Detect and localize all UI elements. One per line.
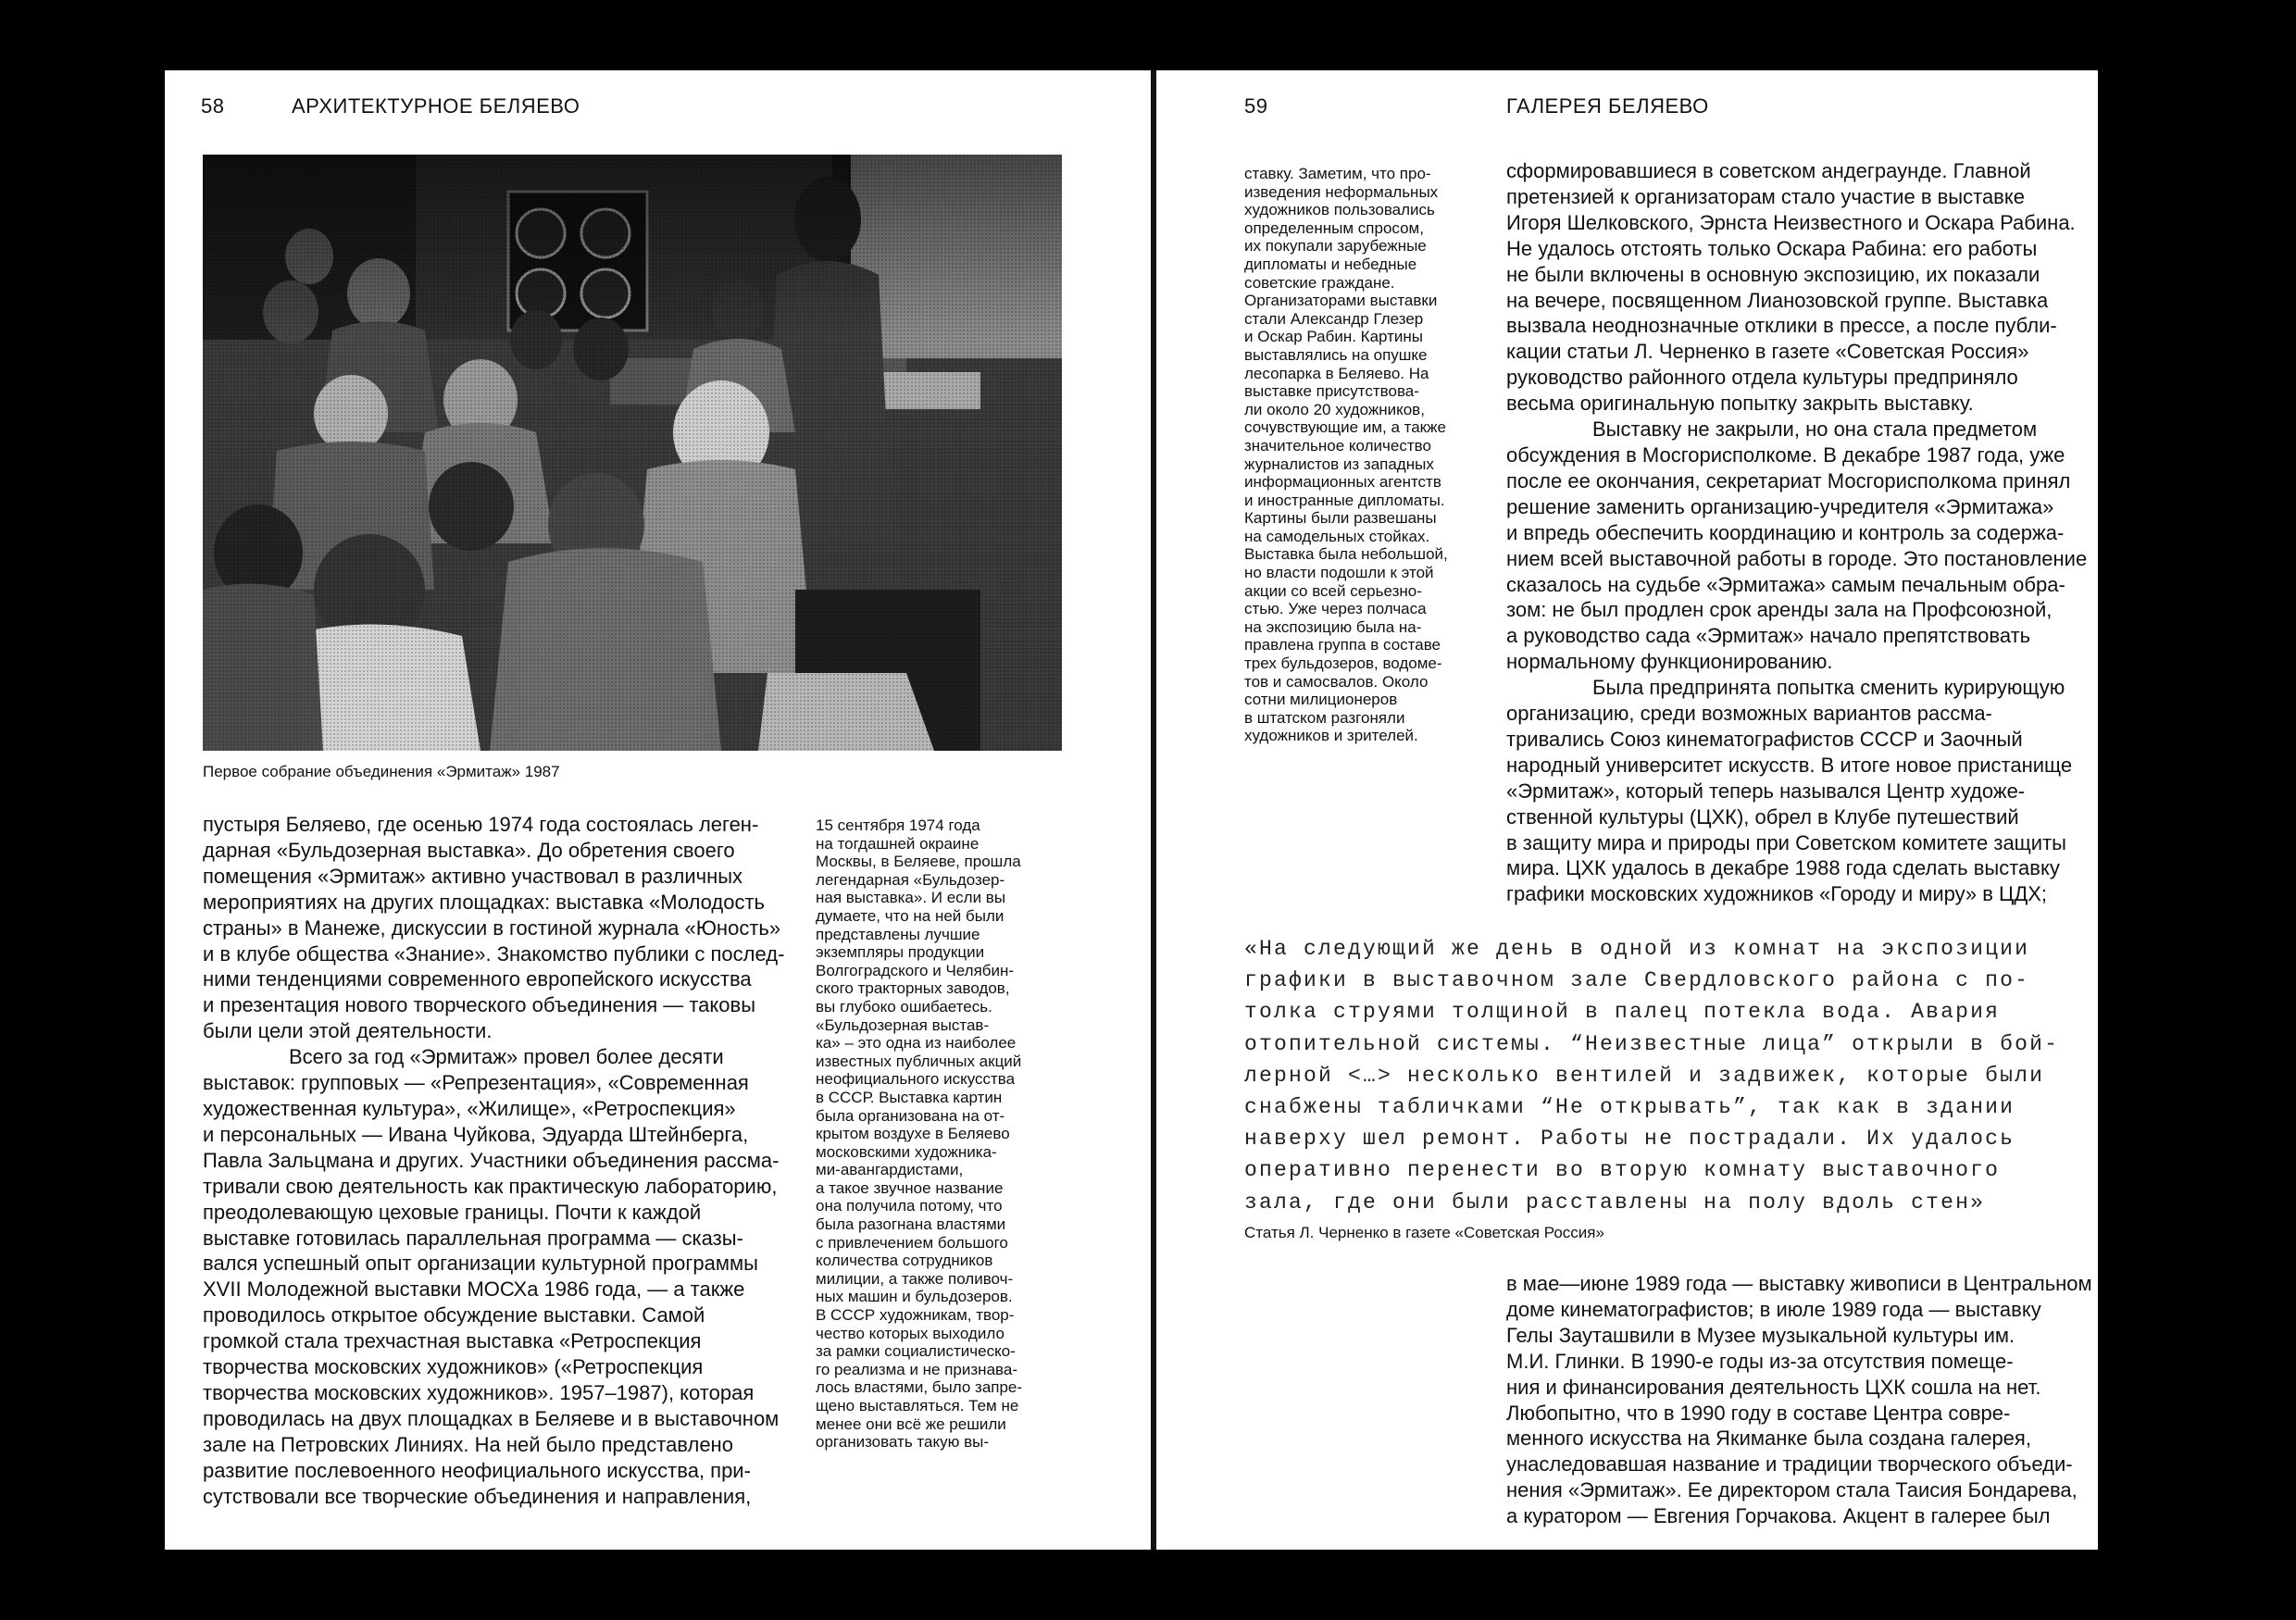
sidenote-line: за рамки социалистическо-	[816, 1342, 1016, 1361]
text-line: были цели этой деятельности.	[203, 1019, 493, 1043]
text-line: Всего за год «Эрмитаж» провел более десяти	[289, 1045, 724, 1069]
sidenote-line: выставлялись на опушке	[1244, 345, 1428, 364]
text-line: мира. ЦХК удалось в декабре 1988 года сделать выставку	[1506, 856, 2060, 880]
quote-line: наверху шел ремонт. Работы не пострадали. Их удалось	[1244, 1127, 2015, 1152]
text-line: творчества московских художников» («Ретроспекция	[203, 1355, 704, 1379]
sidenote-line: журналистов из западных	[1244, 455, 1434, 473]
sidenote-line: представлены лучшие	[816, 925, 980, 943]
sidenote-line: а такое звучное название	[816, 1178, 1004, 1197]
sidenote-line: лесопарка в Беляево. На	[1244, 364, 1429, 382]
text-line: преодолевающую цеховые границы. Почти к каждой	[203, 1200, 702, 1224]
text-line: страны» в Манеже, дискуссии в гостиной журнала «Юность»	[203, 916, 781, 940]
text-line: зале на Петровских Линиях. На ней было представлено	[203, 1432, 733, 1456]
sidenote-line: стью. Уже через полчаса	[1244, 600, 1427, 618]
sidenote-line: количества сотрудников	[816, 1252, 993, 1270]
running-head: ГАЛЕРЕЯ БЕЛЯЕВО	[1506, 94, 1709, 118]
text-line: выставок: групповых — «Репрезентация», «Современная	[203, 1071, 749, 1095]
quote-line: графики в выставочном зале Свердловского района с по-	[1244, 968, 2030, 993]
text-line: тривались Союз кинематографистов СССР и Заочный	[1506, 727, 2023, 751]
text-line: зом: не был продлен срок аренды зала на Профсоюзной,	[1506, 598, 2053, 622]
sidenote-line: значительное количество	[1244, 436, 1431, 455]
text-line: решение заменить организацию-учредителя «Эрмитажа»	[1506, 494, 2054, 518]
sidenote-line: ли около 20 художников,	[1244, 400, 1425, 418]
text-line: после ее окончания, секретариат Мосгорисполкома принял	[1506, 468, 2071, 492]
sidenote-line: советские граждане.	[1244, 273, 1395, 292]
sidenote-line: была разогнана властями	[816, 1215, 1006, 1234]
text-line: организацию, среди возможных вариантов рассма-	[1506, 702, 1992, 726]
text-line: Гелы Зауташвили в Музее музыкальной культуры им.	[1506, 1323, 2015, 1347]
text-line: сутствовали все творческие объединения и направления,	[203, 1484, 752, 1508]
sidenote-line: организовать такую вы-	[816, 1433, 989, 1452]
sidenote-line: на самодельных стойках.	[1244, 527, 1430, 545]
archive-photo	[203, 155, 1062, 751]
sidenote-line: лось властями, было запре-	[816, 1378, 1023, 1397]
sidenote-line: на экспозицию была на-	[1244, 617, 1422, 636]
text-line: ния и финансирования деятельность ЦХК сошла на нет.	[1506, 1375, 2041, 1399]
text-line: громкой стала трехчастная выставка «Ретроспекция	[203, 1329, 702, 1353]
sidenote-line: трех бульдозеров, водоме-	[1244, 654, 1442, 673]
sidenote-column	[1244, 165, 1448, 745]
sidenote-line: Картины были развешаны	[1244, 509, 1437, 528]
sidenote-line: Выставка была небольшой,	[1244, 545, 1448, 564]
quote-line: зала, где они были расставлены на полу вдоль стен»	[1244, 1190, 1986, 1215]
quote-line: толка струями толщиной в палец потекла вода. Авария	[1244, 1000, 2001, 1025]
sidenote-line: тов и самосвалов. Около	[1244, 672, 1429, 691]
text-line: доме кинематографистов; в июле 1989 года — выставку	[1506, 1297, 2041, 1321]
sidenote-line: она получила потому, что	[816, 1197, 1003, 1215]
text-line: кации статьи Л. Черненко в газете «Советская Россия»	[1506, 340, 2029, 364]
sidenote-line: легендарная «Бульдозер-	[816, 870, 1005, 889]
sidenote-line: вы глубоко ошибаетесь.	[816, 997, 992, 1016]
sidenote-line: чество которых выходило	[816, 1324, 1004, 1342]
text-line: ними тенденциями современного европейского искусства	[203, 967, 752, 991]
sidenote-line: и иностранные дипломаты.	[1244, 491, 1445, 509]
sidenote-line: стали Александр Глезер	[1244, 309, 1424, 328]
text-line: художественная культура», «Жилище», «Ретроспекция»	[203, 1096, 736, 1120]
sidenote-line: художников пользовались	[1244, 201, 1435, 219]
text-line: претензией к организаторам стало участие в выставке	[1506, 184, 2025, 208]
text-line: нормальному функционированию.	[1506, 650, 1833, 674]
sidenote-line: крытом воздухе в Беляево	[816, 1125, 1010, 1143]
text-line: а куратором — Евгения Горчакова. Акцент в галерее был	[1506, 1504, 2051, 1528]
text-line: тривали свою деятельность как практическую лабораторию,	[203, 1174, 778, 1198]
pull-quote	[1244, 933, 2059, 1218]
text-line: не были включены в основную экспозицию, их показали	[1506, 262, 2040, 286]
right-page	[1156, 70, 2098, 1550]
text-line: в мае—июне 1989 года — выставку живописи в Центральном	[1506, 1272, 2092, 1295]
quote-line: оперативно перенести во вторую комнату выставочного	[1244, 1158, 2001, 1183]
sidenote-line: определенным спросом,	[1244, 218, 1424, 237]
sidenote-line: с привлечением большого	[816, 1233, 1008, 1252]
sidenote-line: го реализма и не признава-	[816, 1360, 1017, 1378]
text-line: руководство районного отдела культуры предприняло	[1506, 366, 2018, 390]
sidenote-line: ка» – это одна из наиболее	[816, 1034, 1017, 1053]
sidenote-column	[816, 816, 1022, 1452]
sidenote-line: ского тракторных заводов,	[816, 979, 1010, 998]
sidenote-line: 15 сентября 1974 года	[816, 816, 980, 834]
sidenote-line: щено выставляться. Тем не	[816, 1397, 1019, 1414]
text-line: мероприятиях на других площадках: выставка «Молодость	[203, 890, 766, 914]
sidenote-line: дипломаты и небедные	[1244, 255, 1417, 273]
text-line: Игоря Шелковского, Эрнста Неизвестного и Оскара Рабина.	[1506, 210, 2076, 234]
sidenote-line: ми-авангардистами,	[816, 1161, 964, 1179]
sidenote-line: известных публичных акций	[816, 1052, 1022, 1070]
left-page	[165, 70, 1151, 1550]
text-line: весьма оригинальную попытку закрыть выставку.	[1506, 392, 1974, 416]
text-line: развитие послевоенного неофициального искусства, при-	[203, 1458, 751, 1482]
sidenote-line: сочувствующие им, а также	[1244, 418, 1446, 437]
text-line: Павла Зальцмана и других. Участники объединения рассма-	[203, 1148, 780, 1172]
quote-line: снабжены табличками “Не открывать”, так как в здании	[1244, 1095, 2015, 1120]
text-line: а руководство сада «Эрмитаж» начало препятствовать	[1506, 624, 2031, 648]
sidenote-line: выставке присутствова-	[1244, 382, 1419, 401]
quote-line: отопительной системы. “Неизвестные лица” открыли в бой-	[1244, 1031, 2060, 1056]
text-line: и презентация нового творческого объединения — таковы	[203, 993, 756, 1017]
text-line: творчества московских художников». 1957–1987), которая	[203, 1380, 755, 1404]
meeting-photo-illustration	[203, 155, 1062, 751]
sidenote-line: менее они всё же решили	[816, 1414, 1006, 1433]
sidenote-line: «Бульдозерная выстав-	[816, 1016, 990, 1034]
text-line: Любопытно, что в 1990 году в составе Центра совре-	[1506, 1401, 2011, 1425]
text-line: ственной культуры (ЦХК), обрел в Клубе путешествий	[1506, 804, 2019, 829]
sidenote-line: в СССР. Выставка картин	[816, 1088, 1003, 1106]
sidenote-line: в штатском разгоняли	[1244, 708, 1405, 727]
text-line: нения «Эрмитаж». Ее директором стала Таисия Бондарева,	[1506, 1478, 2078, 1502]
sidenote-line: изведения неформальных	[1244, 182, 1439, 201]
sidenote-line: неофициального искусства	[816, 1070, 1016, 1089]
text-line: и персональных — Ивана Чуйкова, Эдуарда Штейнберга,	[203, 1122, 749, 1146]
sidenote-line: ная выставка». И если вы	[816, 889, 1006, 907]
sidenote-line: на тогдашней окраине	[816, 834, 980, 853]
photo-caption: Первое собрание объединения «Эрмитаж» 1987	[203, 763, 560, 780]
text-line: помещения «Эрмитаж» активно участвовал в различных	[203, 864, 743, 888]
text-line: дарная «Бульдозерная выставка». До обретения своего	[203, 838, 735, 862]
main-column	[1506, 158, 2087, 907]
page-number: 59	[1244, 94, 1268, 118]
text-line: вался успешный опыт организации культурной программы	[203, 1252, 758, 1276]
main-column	[203, 812, 784, 1509]
sidenote-line: ных машин и бульдозеров.	[816, 1288, 1013, 1306]
sidenote-line: В СССР художникам, твор-	[816, 1306, 1015, 1325]
sidenote-line: московскими художника-	[816, 1142, 997, 1161]
text-line: М.И. Глинки. В 1990-е годы из-за отсутствия помеще-	[1506, 1349, 2014, 1373]
text-line: народный университет искусств. В итоге новое пристанище	[1506, 753, 2073, 777]
text-line: и впредь обеспечить координацию и контроль за содержа-	[1506, 520, 2065, 544]
quote-line: «На следующий же день в одной из комнат на экспозиции	[1244, 937, 2030, 961]
page-number: 58	[201, 94, 225, 118]
text-line: XVII Молодежной выставки МОСХа 1986 года, — а также	[203, 1277, 745, 1302]
sidenote-line: милиции, а также поливоч-	[816, 1269, 1014, 1288]
sidenote-line: Волгоградского и Челябин-	[816, 961, 1015, 979]
sidenote-line: была организована на от-	[816, 1106, 1005, 1125]
text-line: в защиту мира и природы при Советском комитете защиты	[1506, 830, 2066, 854]
text-line: сформировавшиеся в советском андеграунде. Главной	[1506, 159, 2031, 182]
sidenote-line: правлена группа в составе	[1244, 636, 1441, 654]
sidenote-line: и Оскар Рабин. Картины	[1244, 328, 1424, 346]
sidenote-line: художников и зрителей.	[1244, 727, 1418, 745]
text-line: и в клубе общества «Знание». Знакомство публики с послед-	[203, 941, 785, 966]
quote-source: Статья Л. Черненко в газете «Советская Россия»	[1244, 1224, 1604, 1241]
sidenote-line: думаете, что на ней были	[816, 906, 1004, 925]
text-line: пустыря Беляево, где осенью 1974 года состоялась леген-	[203, 813, 759, 836]
sidenote-line: Организаторами выставки	[1244, 292, 1438, 310]
text-line: Была предпринята попытка сменить курирующую	[1592, 676, 2065, 700]
text-line: унаследовавшая название и традиции творческого объеди-	[1506, 1452, 2073, 1477]
text-line: менного искусства на Якиманке была создана галерея,	[1506, 1427, 2031, 1451]
text-line: проводилось открытое обсуждение выставки. Самой	[203, 1303, 705, 1327]
sidenote-line: информационных агентств	[1244, 473, 1441, 492]
text-line: обсуждения в Мосгорисполкоме. В декабре 1987 года, уже	[1506, 442, 2065, 467]
sidenote-line: ставку. Заметим, что про-	[1244, 165, 1431, 182]
text-line: на вечере, посвященном Лианозовской группе. Выставка	[1506, 288, 2049, 312]
sidenote-line: акции со всей серьезно-	[1244, 581, 1422, 600]
text-line: графики московских художников «Городу и миру» в ЦДХ;	[1506, 882, 2048, 906]
sidenote-line: Москвы, в Беляеве, прошла	[816, 853, 1021, 871]
main-column-continued	[1506, 1271, 2092, 1529]
sidenote-line: их покупали зарубежные	[1244, 237, 1427, 255]
text-line: Выставку не закрыли, но она стала предметом	[1592, 417, 2038, 442]
quote-line: лерной <…> несколько вентилей и задвижек, которые были	[1244, 1063, 2045, 1088]
text-line: «Эрмитаж», который теперь назывался Центр художе-	[1506, 779, 2026, 803]
text-line: Не удалось отстоять только Оскара Рабина: его работы	[1506, 236, 2038, 260]
text-line: проводилась на двух площадках в Беляеве и в выставочном	[203, 1406, 780, 1430]
text-line: выставке готовилась параллельная программа — сказы-	[203, 1226, 743, 1250]
sidenote-line: но власти подошли к этой	[1244, 564, 1434, 582]
running-head: АРХИТЕКТУРНОЕ БЕЛЯЕВО	[292, 94, 580, 118]
sidenote-line: сотни милиционеров	[1244, 691, 1398, 709]
text-line: сказалось на судьбе «Эрмитажа» самым печальным обра-	[1506, 572, 2065, 596]
text-line: вызвала неоднозначные отклики в прессе, а после публи-	[1506, 314, 2057, 338]
text-line: нием всей выставочной работы в городе. Это постановление	[1506, 546, 2088, 570]
sidenote-line: экземпляры продукции	[816, 943, 985, 962]
